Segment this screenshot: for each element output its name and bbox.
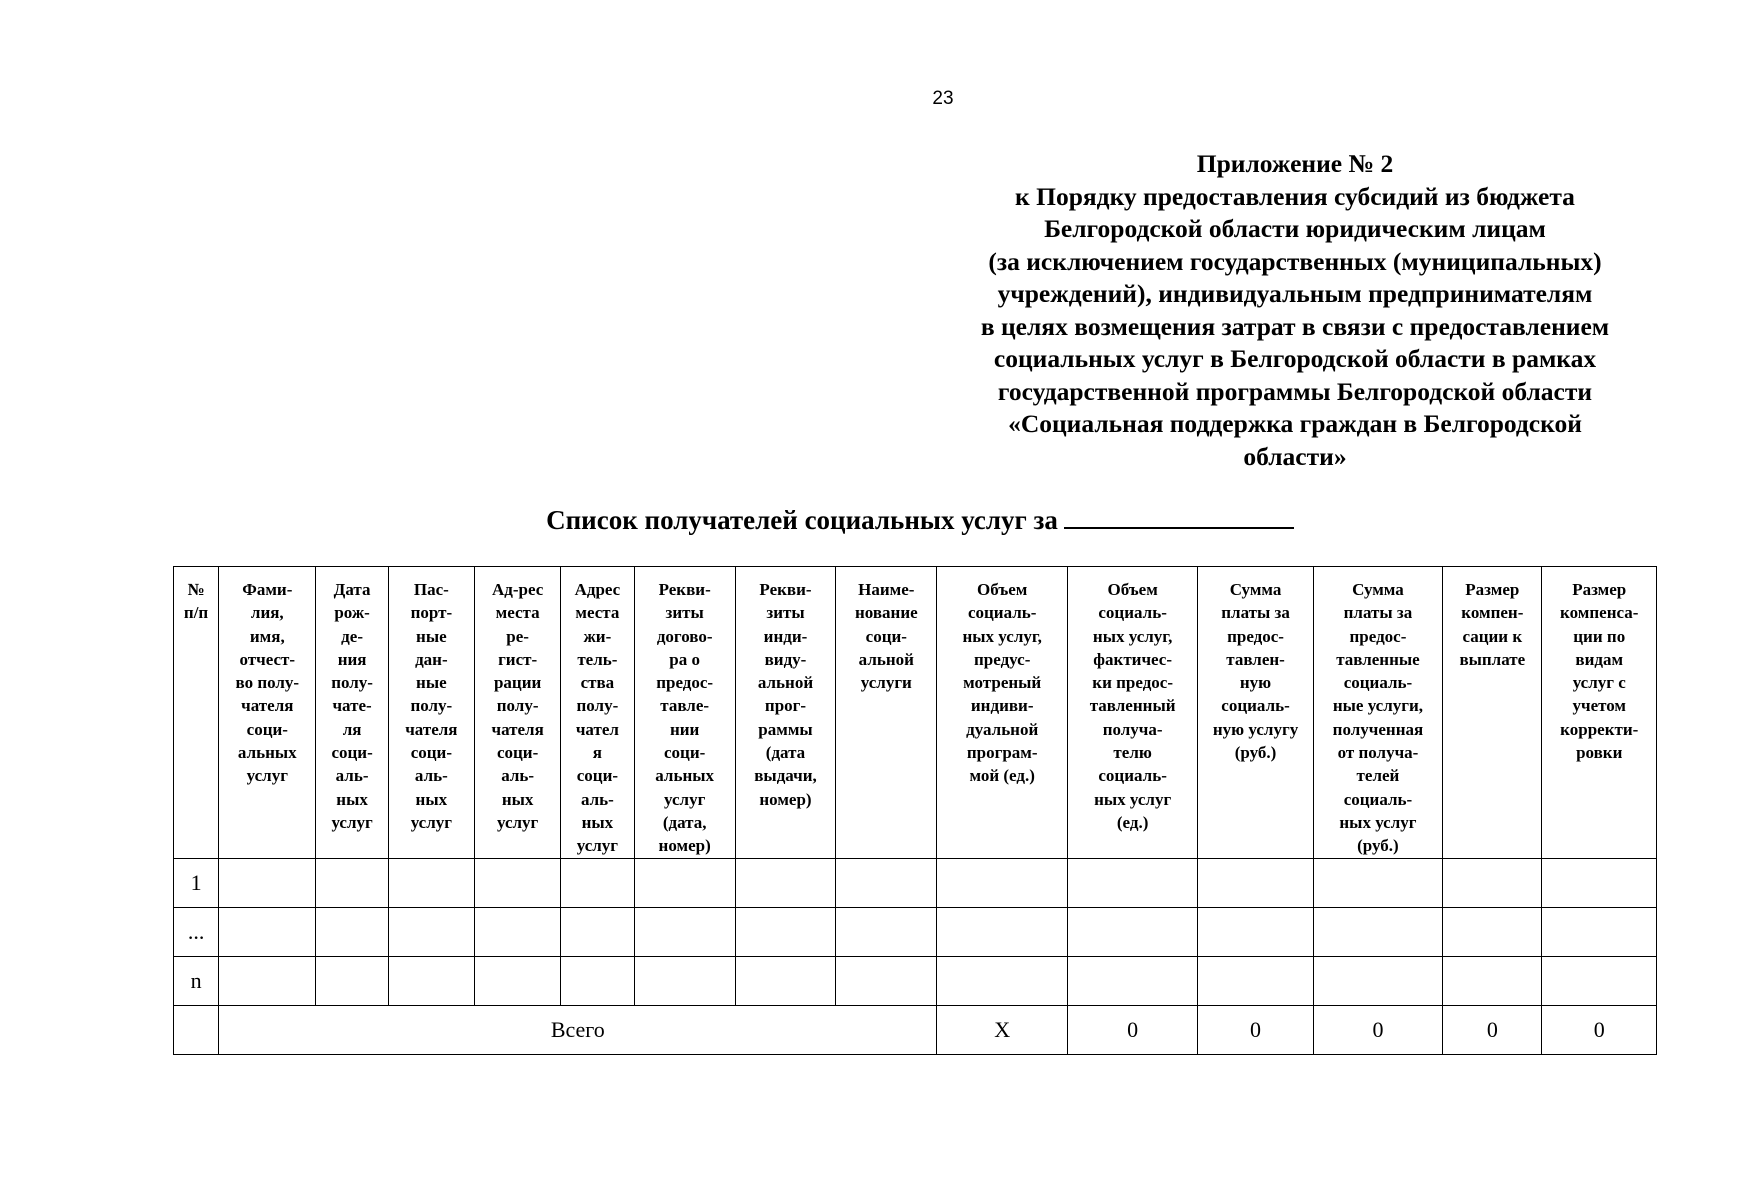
annex-line: государственной программы Белгородской области [997, 376, 1593, 406]
header-residence-address: Адрес места жи- тель- ства полу- чател я соци- аль- ных услуг [561, 567, 634, 859]
total-fee-per-service: 0 [1198, 1005, 1313, 1054]
total-fee-received: 0 [1313, 1005, 1442, 1054]
total-actual-volume: 0 [1067, 1005, 1197, 1054]
list-title [500, 505, 1340, 536]
header-fee-per-service: Сумма платы за предос- тавлен- ную социаль- ную услугу (руб.) [1198, 567, 1313, 859]
table-cell [388, 858, 474, 907]
table-cell [937, 907, 1067, 956]
header-program-details: Рекви- зиты инди- виду- альной прог- раммы (дата выдачи, номер) [735, 567, 835, 859]
header-planned-volume: Объем социаль- ных услуг, предус- мотреный индиви- дуальной програм- мой (ед.) [937, 567, 1067, 859]
table-cell [561, 858, 634, 907]
total-empty-cell [174, 1005, 219, 1054]
table-cell [1067, 956, 1197, 1005]
page-number: 23 [932, 88, 954, 109]
total-compensation: 0 [1443, 1005, 1542, 1054]
row-number-cell: ... [174, 907, 219, 956]
header-fee-received: Сумма платы за предос- тавленные социаль- ные услуги, полученная от получа- телей социаль- ных услуг (руб.) [1313, 567, 1442, 859]
table-cell [316, 907, 388, 956]
table-cell [937, 956, 1067, 1005]
table-cell [735, 907, 835, 956]
annex-line: (за исключением государственных (муниципальных) [988, 246, 1602, 276]
header-compensation: Размер компен- сации к выплате [1443, 567, 1542, 859]
table-cell [1198, 907, 1313, 956]
table-cell [561, 907, 634, 956]
annex-line: социальных услуг в Белгородской области в рамках [993, 344, 1597, 373]
list-title-text: Список получателей социальных услуг за [546, 505, 1058, 535]
table-cell [219, 956, 316, 1005]
table-cell [937, 858, 1067, 907]
table-cell [1542, 858, 1657, 907]
header-actual-volume: Объем социаль- ных услуг, фактичес- ки предос- тавленный получа- телю социаль- ных услуг (ед.) [1067, 567, 1197, 859]
total-label: Всего [219, 1005, 937, 1054]
table-cell [836, 907, 937, 956]
table-cell [1542, 907, 1657, 956]
table-cell [1443, 858, 1542, 907]
annex-line: в целях возмещения затрат в связи с предоставлением [980, 311, 1610, 341]
table-cell [634, 907, 735, 956]
table-cell [316, 858, 388, 907]
table-cell [474, 858, 560, 907]
table-cell [1067, 907, 1197, 956]
table-row [174, 858, 1657, 907]
table-cell [735, 956, 835, 1005]
table-cell [388, 907, 474, 956]
table-cell [836, 956, 937, 1005]
table-row [174, 956, 1657, 1005]
table-cell [1443, 907, 1542, 956]
total-compensation-adjusted: 0 [1542, 1005, 1657, 1054]
header-contract-details: Рекви- зиты догово- ра о предос- тавле- нии соци- альных услуг (дата, номер) [634, 567, 735, 859]
table-cell [634, 956, 735, 1005]
annex-line: учреждений), индивидуальным предпринимателям [997, 279, 1593, 308]
annex-line: к Порядку предоставления субсидий из бюджета [1015, 181, 1575, 211]
annex-title: Приложение № 2 [1196, 149, 1394, 178]
annex-header [935, 148, 1655, 473]
table-cell [1198, 858, 1313, 907]
table-cell [1198, 956, 1313, 1005]
table-cell [1313, 907, 1442, 956]
table-cell [474, 907, 560, 956]
header-birth-date: Дата рож- де- ния полу- чате- ля соци- аль- ных услуг [316, 567, 388, 859]
table-cell [219, 858, 316, 907]
header-registration-address: Ад-рес места ре- гист- рации полу- чателя соци- аль- ных услуг [474, 567, 560, 859]
annex-line: «Социальная поддержка граждан в Белгородской [1008, 409, 1582, 438]
table-cell [219, 907, 316, 956]
header-passport: Пас- порт- ные дан- ные полу- чателя соци- аль- ных услуг [388, 567, 474, 859]
table-cell [316, 956, 388, 1005]
table-cell [836, 858, 937, 907]
row-number-cell: n [174, 956, 219, 1005]
header-full-name: Фами- лия, имя, отчест- во полу- чателя соци- альных услуг [219, 567, 316, 859]
table-cell [634, 858, 735, 907]
table-cell [388, 956, 474, 1005]
period-blank-line [1064, 505, 1294, 529]
table-row [174, 907, 1657, 956]
annex-line: области» [1243, 441, 1347, 471]
header-number: № п/п [174, 567, 219, 859]
table-cell [561, 956, 634, 1005]
header-service-name: Наиме- нование соци- альной услуги [836, 567, 937, 859]
recipients-table [173, 566, 1657, 1055]
header-compensation-adjusted: Размер компенса- ции по видам услуг с учетом корректи- ровки [1542, 567, 1657, 859]
header-row [174, 567, 1657, 859]
table-cell [1313, 956, 1442, 1005]
table-cell [1542, 956, 1657, 1005]
total-planned-volume: X [937, 1005, 1067, 1054]
annex-line: Белгородской области юридическим лицам [1044, 214, 1546, 243]
table-cell [1067, 858, 1197, 907]
row-number-cell: 1 [174, 858, 219, 907]
table-cell [1443, 956, 1542, 1005]
table-cell [474, 956, 560, 1005]
table-cell [1313, 858, 1442, 907]
table-cell [735, 858, 835, 907]
total-row [174, 1005, 1657, 1054]
